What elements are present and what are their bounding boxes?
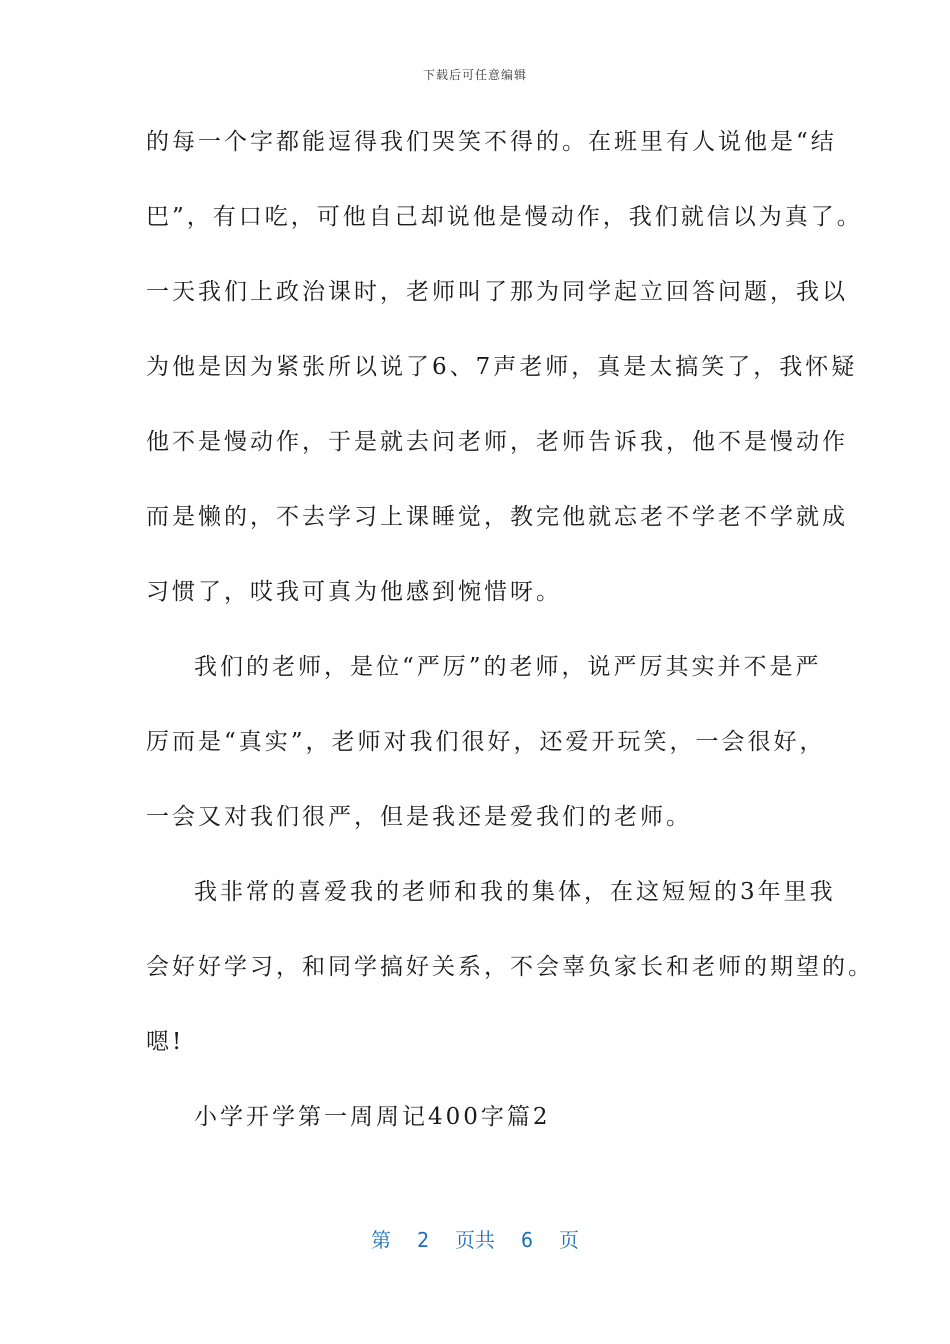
text-line: 的每一个字都能逗得我们哭笑不得的。在班里有人说他是“结 xyxy=(146,129,837,155)
paragraph-start-line: 我们的老师，是位“严厉”的老师，说严厉其实并不是严 xyxy=(194,654,822,680)
page-footer xyxy=(0,1224,950,1253)
text-line: 习惯了，哎我可真为他感到惋惜呀。 xyxy=(146,579,562,605)
text-line: 嗯! xyxy=(146,1029,185,1055)
document-body xyxy=(146,112,874,1162)
total-page-number: 6 xyxy=(521,1228,534,1252)
footer-middle: 页共 xyxy=(455,1228,495,1252)
footer-prefix: 第 xyxy=(370,1228,391,1252)
text-line: 厉而是“真实”，老师对我们很好，还爱开玩笑，一会很好， xyxy=(146,729,826,755)
paragraph-start-line: 我非常的喜爱我的老师和我的集体，在这短短的3年里我 xyxy=(194,879,836,905)
text-line: 一天我们上政治课时，老师叫了那为同学起立回答问题，我以 xyxy=(146,279,848,305)
text-line: 而是懒的，不去学习上课睡觉，教完他就忘老不学老不学就成 xyxy=(146,504,848,530)
text-line: 会好好学习，和同学搞好关系，不会辜负家长和老师的期望的。 xyxy=(146,954,874,980)
current-page-number: 2 xyxy=(416,1228,429,1252)
section-heading: 小学开学第一周周记400字篇2 xyxy=(194,1104,551,1130)
text-line: 一会又对我们很严，但是我还是爱我们的老师。 xyxy=(146,804,692,830)
footer-suffix: 页 xyxy=(559,1228,580,1252)
page-header: 下载后可任意编辑 xyxy=(422,68,527,82)
text-line: 他不是慢动作，于是就去问老师，老师告诉我，他不是慢动作 xyxy=(146,429,848,455)
text-line: 巴”，有口吃，可他自己却说他是慢动作，我们就信以为真了。 xyxy=(146,204,863,230)
text-line: 为他是因为紧张所以说了6、7声老师，真是太搞笑了，我怀疑 xyxy=(146,354,858,380)
